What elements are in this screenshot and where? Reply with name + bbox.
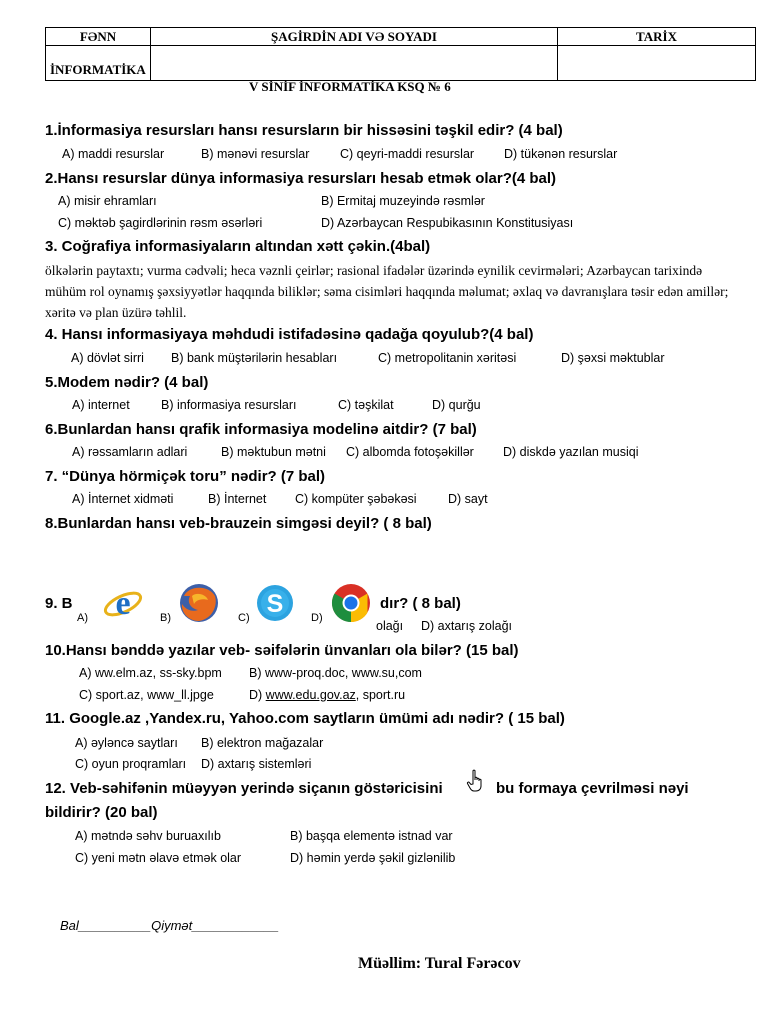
q5-option-c: C) təşkilat (338, 398, 394, 412)
header-subject-label: FƏNN (46, 28, 151, 46)
skype-icon (254, 582, 296, 624)
question-12-part1: 12. Veb-səhifənin müəyyən yerində siçanın göstəricisini (45, 780, 443, 797)
question-5: 5.Modem nədir? (4 bal) (45, 374, 209, 391)
q6-option-b: B) məktubun mətni (221, 445, 326, 459)
score-line: Bal__________Qiymət____________ (60, 918, 280, 933)
q3-body: ölkələrin paytaxtı; vurma cədvəli; heca vəznli çeirlər; rasional ifadələr üzərində eynilik cevirmələri; Azərbaycan tarixində mühüm rol oynamış şəxsiyyətlər haqqında biliklər; səma cisimləri haqqında məlumat; əxlaq və davranışlara təsir edən amillər; xəritə və plan üzürə təhlil. (45, 263, 729, 320)
student-name-field[interactable] (151, 46, 558, 81)
question-11: 11. Google.az ,Yandex.ru, Yahoo.com saytların ümümi adı nədir? ( 15 bal) (45, 710, 565, 727)
chrome-icon (330, 582, 372, 624)
q10-option-b: B) www-proq.doc, www.su,com (249, 666, 422, 680)
question-1: 1.İnformasiya resursları hansı resursların bir hissəsini təşkil edir? (4 bal) (45, 122, 563, 139)
q12-option-d: D) həmin yerdə şəkil gizlənilib (290, 851, 456, 865)
q4-option-c: C) metropolitanin xəritəsi (378, 351, 517, 365)
question-6: 6.Bunlardan hansı qrafik informasiya modelinə aitdir? (7 bal) (45, 421, 477, 438)
q11-option-d: D) axtarış sistemləri (201, 757, 312, 771)
question-3: 3. Coğrafiya informasiyaların altından xətt çəkin.(4bal) (45, 238, 431, 255)
question-12-part2: bu formaya çevrilməsi nəyi (496, 780, 689, 797)
header-date-label: TARİX (558, 28, 756, 46)
q8-label-d: D) (311, 612, 323, 624)
q5-option-d: D) qurğu (432, 398, 481, 412)
question-2: 2.Hansı resurslar dünya informasiya resursları hesab etmək olar?(4 bal) (45, 170, 557, 187)
q8-label-a: A) (77, 612, 88, 624)
q8-label-c: C) (238, 612, 250, 624)
svg-text:e: e (115, 585, 131, 622)
q12-option-a: A) mətndə səhv buruaxılıb (75, 829, 221, 843)
q11-option-b: B) elektron mağazalar (201, 736, 324, 750)
question-9-suffix: dır? ( 8 bal) (380, 595, 461, 612)
q6-option-d: D) diskdə yazılan musiqi (503, 445, 639, 459)
q4-option-a: A) dövlət sirri (71, 351, 144, 365)
q5-option-a: A) internet (72, 398, 130, 412)
date-field[interactable] (558, 46, 756, 81)
q10-option-d-link[interactable]: www.edu.gov.az (265, 688, 356, 702)
q10-option-d (249, 688, 405, 702)
q4-option-d: D) şəxsi məktublar (561, 351, 665, 365)
q7-option-d: D) sayt (448, 492, 488, 506)
q4-option-b: B) bank müştərilərin hesabları (171, 351, 338, 365)
q9-option-d: D) axtarış zolağı (421, 619, 513, 633)
q1-option-d: D) tükənən resurslar (504, 147, 618, 161)
q8-icons (60, 582, 390, 627)
svg-text:S: S (266, 590, 284, 618)
q2-option-a: A) misir ehramları (58, 194, 157, 208)
question-10: 10.Hansı bənddə yazılar veb- səifələrin ünvanları ola bilər? (15 bal) (45, 642, 519, 659)
q1-option-b: B) mənəvi resurslar (201, 147, 310, 161)
q2-option-c: C) məktəb şagirdlərinin rəsm əsərləri (58, 216, 263, 230)
question-8: 8.Bunlardan hansı veb-brauzein simgəsi deyil? ( 8 bal) (45, 515, 432, 532)
header-table (45, 27, 756, 81)
q6-option-a: A) rəssamların adlari (72, 445, 188, 459)
firefox-icon (178, 582, 220, 624)
q12-option-c: C) yeni mətn əlavə etmək olar (75, 851, 242, 865)
q10-option-d-rest: , sport.ru (355, 688, 406, 702)
question-7: 7. “Dünya hörmiçək toru” nədir? (7 bal) (45, 468, 326, 485)
question-9-prefix: 9. B (45, 595, 73, 612)
internet-explorer-icon (102, 582, 144, 624)
q12-option-b: B) başqa elementə istnad var (290, 829, 453, 843)
header-subject-value: İNFORMATİKA (46, 46, 151, 81)
q7-option-b: B) İnternet (208, 492, 267, 506)
q10-option-c: C) sport.az, www_ll.jpge (79, 688, 214, 702)
q1-option-a: A) maddi resurslar (62, 147, 165, 161)
question-4: 4. Hansı informasiyaya məhdudi istifadəsinə qadağa qoyulub?(4 bal) (45, 326, 534, 343)
q11-option-a: A) əyləncə saytları (75, 736, 178, 750)
q10-option-a: A) ww.elm.az, ss-sky.bpm (79, 666, 222, 680)
q10-option-d-prefix: D) (249, 688, 266, 702)
q2-option-d: D) Azərbaycan Respubikasının Konstitusiyası (321, 216, 574, 230)
q5-option-b: B) informasiya resursları (161, 398, 297, 412)
q9-fragment: olağı (376, 619, 404, 633)
q2-option-b: B) Ermitaj muzeyində rəsmlər (321, 194, 485, 208)
header-student-label: ŞAGİRDİN ADI VƏ SOYADI (151, 28, 558, 46)
question-12-part3: bildirir? (20 bal) (45, 804, 158, 821)
page-title: V SİNİF İNFORMATİKA KSQ № 6 (249, 79, 451, 94)
q6-option-c: C) albomda fotoşəkillər (346, 445, 474, 459)
q7-option-a: A) İnternet xidməti (72, 492, 174, 506)
hand-pointer-icon (466, 769, 488, 793)
q11-option-c: C) oyun proqramları (75, 757, 187, 771)
q8-label-b: B) (160, 612, 171, 624)
q1-option-c: C) qeyri-maddi resurslar (340, 147, 475, 161)
teacher-signature: Müəllim: Tural Fərəcov (358, 955, 521, 972)
q7-option-c: C) kompüter şəbəkəsi (295, 492, 417, 506)
